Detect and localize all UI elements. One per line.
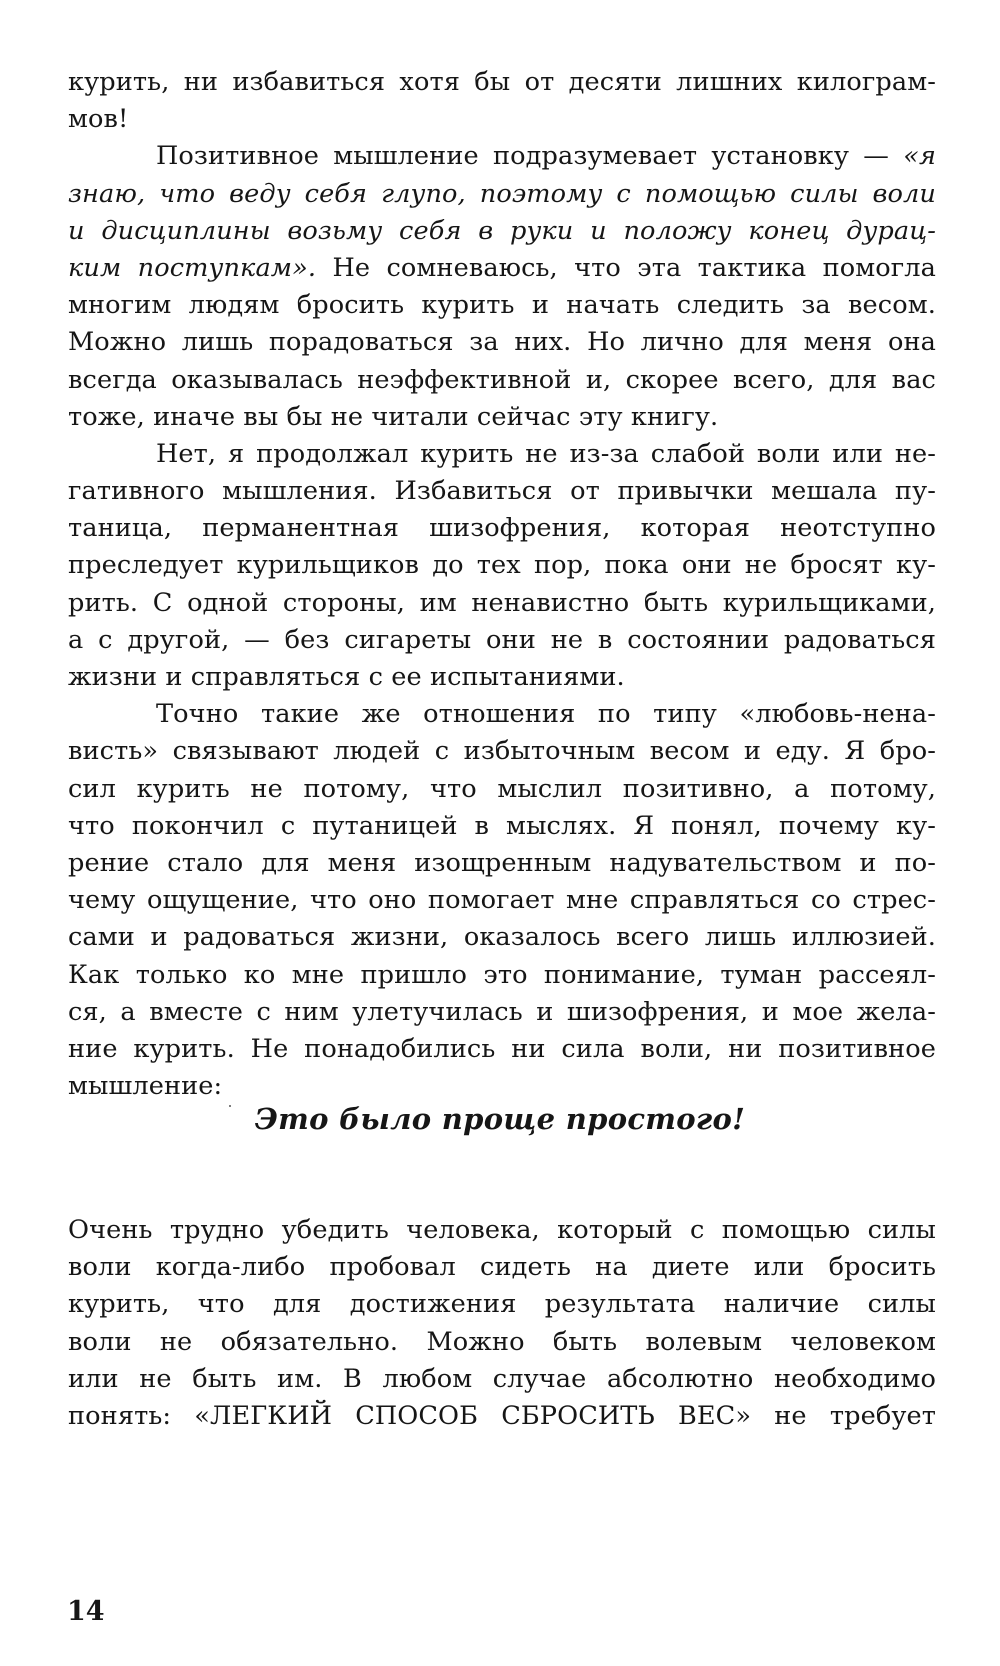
text-line: ся, а вместе с ним улетучилась и шизофрения, и мое жела-: [68, 996, 936, 1027]
section-heading: Это было проще простого!: [254, 1102, 746, 1136]
text-line: рить. С одной стороны, им ненавистно быть курильщиками,: [68, 587, 936, 618]
text-line: [68, 176, 936, 213]
text-line: воли когда-либо пробовал сидеть на диете или бросить: [68, 1252, 936, 1283]
text-line: понять: «ЛЕГКИЙ СПОСОБ СБРОСИТЬ ВЕС» не требует: [68, 1400, 936, 1431]
text-line: гативного мышления. Избавиться от привычки мешала пу-: [68, 476, 936, 507]
text-line: курить, ни избавиться хотя бы от десяти лишних килограм-: [68, 67, 936, 97]
text-line: тоже, иначе вы бы не читали сейчас эту книгу.: [68, 401, 719, 432]
text-fragment: Позитивное мышление подразумевает установку —: [156, 141, 904, 172]
text-line: рение стало для меня изощренным надувательством и по-: [68, 847, 936, 878]
text-block-bottom: [68, 1212, 936, 1435]
text-line: висть» связывают людей с избыточным весом и еду. Я бро-: [68, 736, 936, 767]
text-line: а с другой, — без сигареты они не в состоянии радоваться: [68, 624, 936, 655]
text-line: воли не обязательно. Можно быть волевым человеком: [68, 1326, 936, 1357]
text-line: мов!: [68, 104, 129, 135]
text-line: жизни и справляться с ее испытаниями.: [68, 662, 625, 692]
text-line: [68, 138, 936, 175]
page-number: 14: [67, 1596, 105, 1627]
text-line: таница, перманентная шизофрения, которая неотступно: [68, 513, 936, 544]
text-line: Нет, я продолжал курить не из-за слабой воли или не-: [156, 438, 936, 469]
text-line: всегда оказывалась неэффективной и, скорее всего, для вас: [68, 364, 936, 395]
text-line: [68, 213, 936, 250]
text-line: сами и радоваться жизни, оказалось всего лишь иллюзией.: [68, 922, 936, 953]
text-line: Как только ко мне пришло это понимание, туман рассеял-: [68, 959, 936, 990]
text-block-top: [68, 64, 936, 1105]
italic-fragment: знаю, что веду себя глупо, поэтому с помощью силы воли: [68, 178, 936, 209]
text-line: многим людям бросить курить и начать следить за весом.: [68, 290, 936, 321]
text-line: Точно такие же отношения по типу «любовь-нена-: [156, 699, 936, 730]
text-line: Очень трудно убедить человека, который с помощью силы: [68, 1215, 936, 1245]
text-line: преследует курильщиков до тех пор, пока они не бросят ку-: [68, 550, 936, 581]
text-line: или не быть им. В любом случае абсолютно необходимо: [68, 1363, 936, 1394]
italic-fragment: ким поступкам».: [68, 252, 317, 283]
text-line: чему ощущение, что оно помогает мне справляться со стрес-: [68, 885, 936, 916]
text-line: курить, что для достижения результата наличие силы: [68, 1289, 936, 1320]
text-line: сил курить не потому, что мыслил позитивно, а потому,: [68, 773, 936, 804]
text-fragment: Не сомневаюсь, что эта тактика помогла: [316, 252, 936, 283]
text-line: что покончил с путаницей в мыслях. Я понял, почему ку-: [68, 810, 936, 841]
text-line: Можно лишь порадоваться за них. Но лично для меня она: [68, 327, 936, 358]
text-line: ние курить. Не понадобились ни сила воли, ни позитивное: [68, 1033, 936, 1064]
text-line: мышление:: [68, 1071, 223, 1102]
italic-fragment: и дисциплины возьму себя в руки и положу конец дурац-: [68, 215, 936, 246]
text-line: [68, 250, 936, 287]
italic-fragment: «я: [903, 141, 936, 172]
